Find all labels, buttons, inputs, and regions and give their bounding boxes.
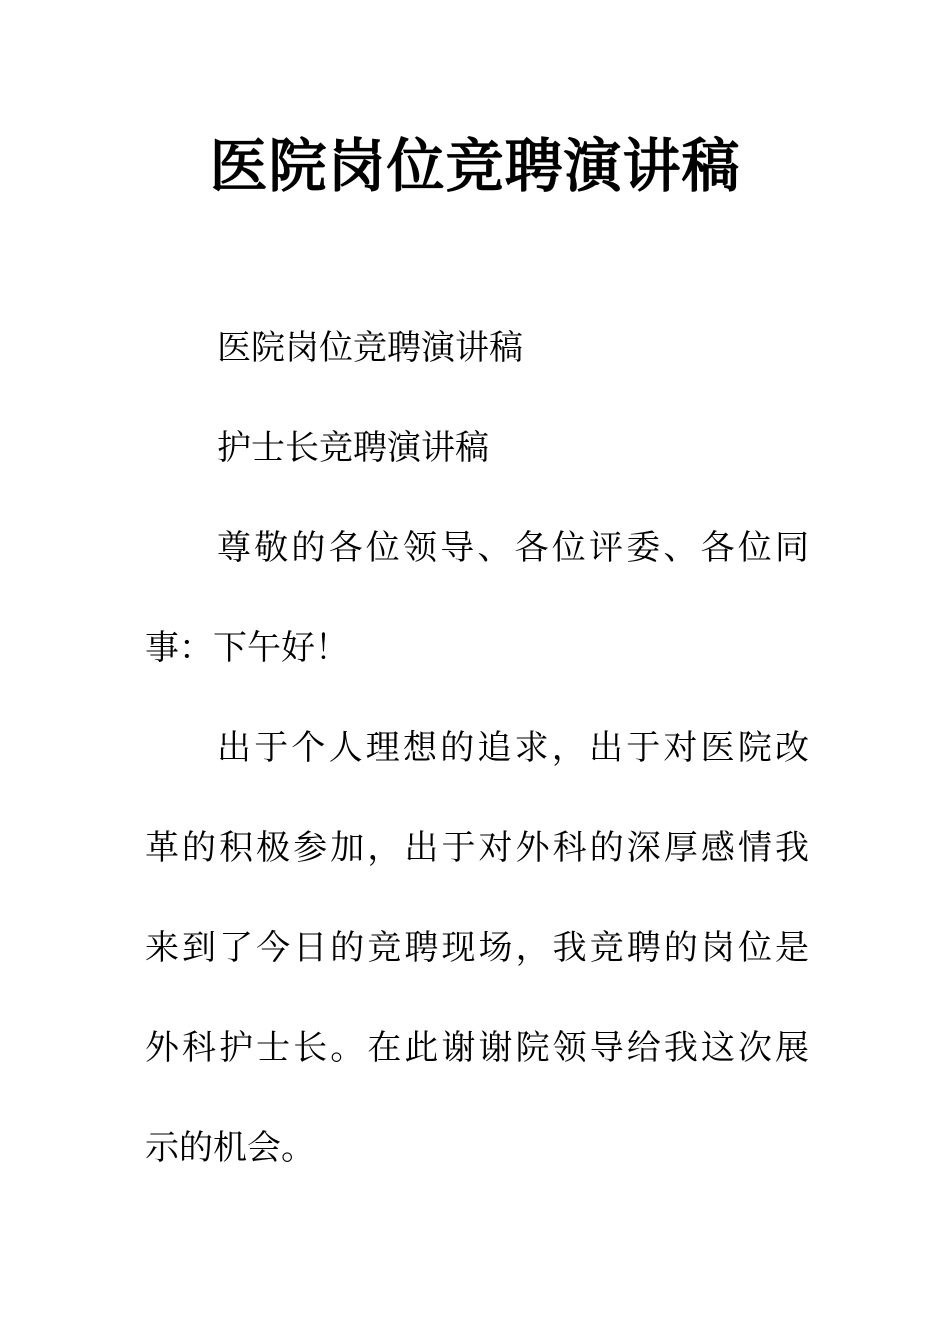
body-line-subheading: 护士长竞聘演讲稿 bbox=[217, 428, 489, 468]
body-line-paragraph-5: 示的机会。 bbox=[145, 1128, 315, 1168]
body-line-paragraph-2: 革的积极参加，出于对外科的深厚感情我 bbox=[145, 828, 809, 868]
body-line-paragraph-3: 来到了今日的竞聘现场，我竞聘的岗位是 bbox=[145, 928, 809, 968]
document-title: 医院岗位竞聘演讲稿 bbox=[209, 132, 741, 200]
body-line-paragraph-1: 出于个人理想的追求，出于对医院改 bbox=[217, 728, 809, 768]
document-body bbox=[145, 298, 809, 1198]
body-line-heading: 医院岗位竞聘演讲稿 bbox=[217, 328, 523, 368]
body-line-greeting-cont: 事：下午好！ bbox=[145, 628, 349, 668]
body-line-greeting: 尊敬的各位领导、各位评委、各位同 bbox=[217, 528, 809, 568]
body-line-paragraph-4: 外科护士长。在此谢谢院领导给我这次展 bbox=[145, 1028, 809, 1068]
